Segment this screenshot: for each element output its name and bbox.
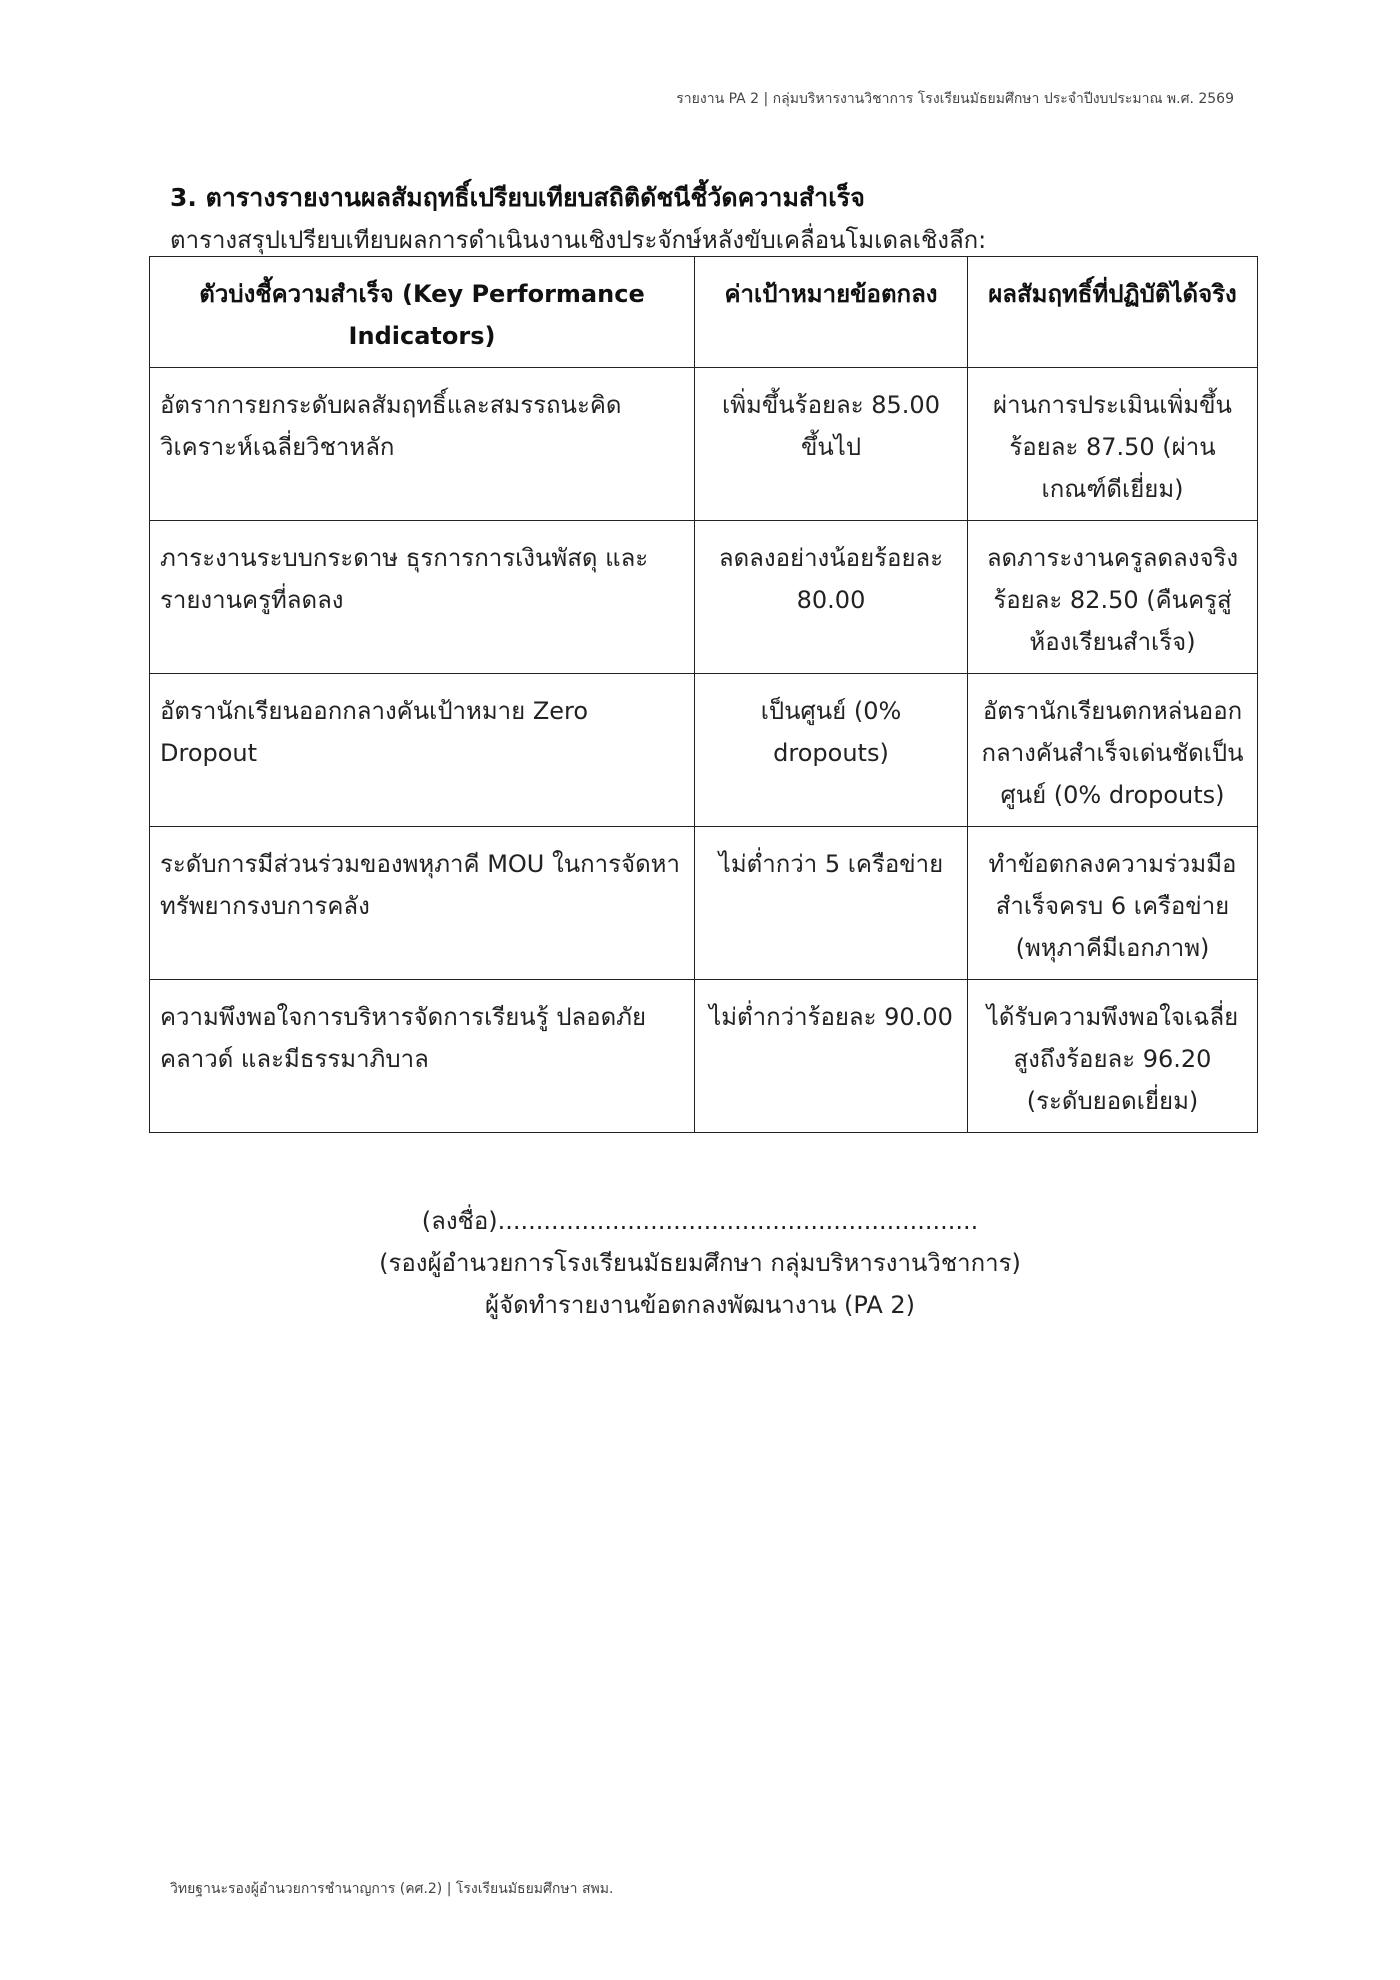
column-header-result: ผลสัมฤทธิ์ที่ปฏิบัติได้จริง [968, 257, 1258, 368]
result-cell: ทำข้อตกลงความร่วมมือสำเร็จครบ 6 เครือข่าย (พหุภาคีมีเอกภาพ) [968, 827, 1258, 980]
result-cell: ลดภาระงานครูลดลงจริงร้อยละ 82.50 (คืนครูสู่ห้องเรียนสำเร็จ) [968, 521, 1258, 674]
target-cell: ลดลงอย่างน้อยร้อยละ 80.00 [695, 521, 968, 674]
indicator-cell: อัตรานักเรียนออกกลางคันเป้าหมาย Zero Dropout [150, 674, 695, 827]
column-header-target: ค่าเป้าหมายข้อตกลง [695, 257, 968, 368]
signature-block [0, 1200, 1400, 1326]
section-subtitle: ตารางสรุปเปรียบเทียบผลการดำเนินงานเชิงประจักษ์หลังขับเคลื่อนโมเดลเชิงลึก: [170, 226, 987, 254]
signer-role: ผู้จัดทำรายงานข้อตกลงพัฒนางาน (PA 2) [485, 1291, 915, 1319]
result-cell: อัตรานักเรียนตกหล่นออกกลางคันสำเร็จเด่นชัดเป็นศูนย์ (0% dropouts) [968, 674, 1258, 827]
table-row [150, 980, 1258, 1133]
table-header-row [150, 257, 1258, 368]
target-cell: เพิ่มขึ้นร้อยละ 85.00 ขึ้นไป [695, 368, 968, 521]
table-row [150, 521, 1258, 674]
table-row [150, 368, 1258, 521]
section-title: 3. ตารางรายงานผลสัมฤทธิ์เปรียบเทียบสถิติดัชนีชี้วัดความสำเร็จ [170, 183, 865, 212]
result-cell: ได้รับความพึงพอใจเฉลี่ยสูงถึงร้อยละ 96.20 (ระดับยอดเยี่ยม) [968, 980, 1258, 1133]
target-cell: เป็นศูนย์ (0% dropouts) [695, 674, 968, 827]
table-row [150, 674, 1258, 827]
indicator-cell: ระดับการมีส่วนร่วมของพหุภาคี MOU ในการจัดหาทรัพยากรงบการคลัง [150, 827, 695, 980]
kpi-comparison-table [149, 256, 1258, 1133]
target-cell: ไม่ต่ำกว่า 5 เครือข่าย [695, 827, 968, 980]
indicator-cell: ภาระงานระบบกระดาษ ธุรการการเงินพัสดุ และรายงานครูที่ลดลง [150, 521, 695, 674]
signature-line: (ลงชื่อ)............................................................... [421, 1207, 979, 1235]
indicator-cell: ความพึงพอใจการบริหารจัดการเรียนรู้ ปลอดภัยคลาวด์ และมีธรรมาภิบาล [150, 980, 695, 1133]
indicator-cell: อัตราการยกระดับผลสัมฤทธิ์และสมรรถนะคิดวิเคราะห์เฉลี่ยวิชาหลัก [150, 368, 695, 521]
column-header-indicator: ตัวบ่งชี้ความสำเร็จ (Key Performance Indicators) [150, 257, 695, 368]
target-cell: ไม่ต่ำกว่าร้อยละ 90.00 [695, 980, 968, 1133]
result-cell: ผ่านการประเมินเพิ่มขึ้นร้อยละ 87.50 (ผ่านเกณฑ์ดีเยี่ยม) [968, 368, 1258, 521]
running-header: รายงาน PA 2 | กลุ่มบริหารงานวิชาการ โรงเรียนมัธยมศึกษา ประจำปีงบประมาณ พ.ศ. 2569 [676, 91, 1234, 107]
signer-position: (รองผู้อำนวยการโรงเรียนมัธยมศึกษา กลุ่มบริหารงานวิชาการ) [379, 1249, 1021, 1277]
table-row [150, 827, 1258, 980]
running-footer: วิทยฐานะรองผู้อำนวยการชำนาญการ (คศ.2) | โรงเรียนมัธยมศึกษา สพม. [170, 1881, 614, 1897]
